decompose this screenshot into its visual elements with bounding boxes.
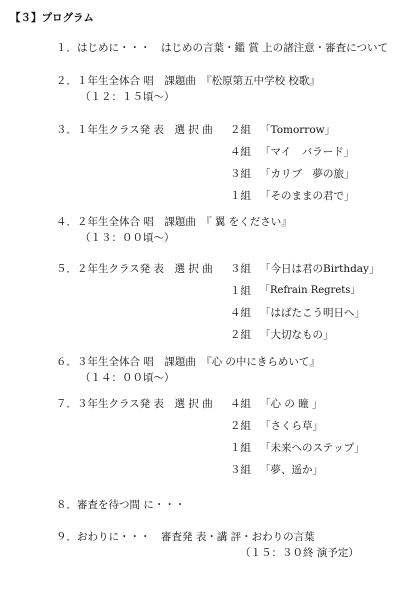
- item-7-song: 「未来へのステップ」: [260, 442, 365, 454]
- program-item-5: ５．２年生クラス発 表 選 択 曲: [56, 263, 213, 275]
- program-item-8: ８．審査を待つ間 に・・・: [56, 499, 186, 511]
- program-item-3: ３．１年生クラス発 表 選 択 曲: [56, 124, 213, 136]
- program-item-4-time: （１３：００頃～）: [80, 232, 175, 244]
- item-3-song: 「マイ バラード」: [260, 146, 355, 158]
- program-item-2-time: （１２：１５頃～）: [80, 91, 175, 103]
- item-3-class: ４組: [230, 146, 251, 158]
- item-5-class: ３組: [230, 263, 251, 275]
- item-3-class: ２組: [230, 124, 251, 136]
- program-item-4: ４．２年生全体合 唱 課題曲 『 翼 をください』: [56, 216, 292, 228]
- item-3-song: 「カリブ 夢の旅」: [260, 168, 355, 180]
- program-item-9-time: （１５：３０終 演予定）: [240, 547, 359, 559]
- item-5-class: ４組: [230, 307, 251, 319]
- item-7-class: ３組: [230, 464, 251, 476]
- item-3-song: 「Tomorrow」: [260, 124, 336, 136]
- item-5-song: 「今日は君のBirthday」: [260, 263, 380, 275]
- page-heading: 【３】プログラム: [10, 12, 94, 24]
- item-3-song: 「そのままの君で」: [260, 190, 355, 202]
- program-item-6: ６．３年生全体合 唱 課題曲 『心 の中にきらめいて』: [56, 356, 320, 368]
- item-3-class: １組: [230, 190, 251, 202]
- item-5-song: 「大切なもの」: [260, 329, 334, 341]
- item-5-song: 「はばたこう明日へ」: [260, 307, 365, 319]
- item-7-class: ２組: [230, 420, 251, 432]
- program-item-6-time: （１４：００頃～）: [80, 372, 175, 384]
- item-7-song: 「夢、遥か」: [260, 464, 323, 476]
- item-7-song: 「心 の 瞳 」: [260, 398, 323, 410]
- item-5-class: ２組: [230, 329, 251, 341]
- item-7-class: １組: [230, 442, 251, 454]
- item-7-class: ４組: [230, 398, 251, 410]
- program-item-2: ２．１年生全体合 唱 課題曲 『松原第五中学校 校歌』: [56, 75, 320, 87]
- program-item-7: ７．３年生クラス発 表 選 択 曲: [56, 398, 213, 410]
- item-5-song: 「Refrain Regrets」: [260, 285, 361, 296]
- program-item-1: １．はじめに・・・ はじめの言葉・鑑 賞 上の諸注意・審査について: [56, 42, 388, 54]
- item-3-class: ３組: [230, 168, 251, 180]
- item-5-class: １組: [230, 285, 251, 297]
- program-item-9: ９．おわりに・・・ 審査発 表・講 評・おわりの言葉: [56, 531, 315, 543]
- item-7-song: 「さくら草」: [260, 420, 323, 432]
